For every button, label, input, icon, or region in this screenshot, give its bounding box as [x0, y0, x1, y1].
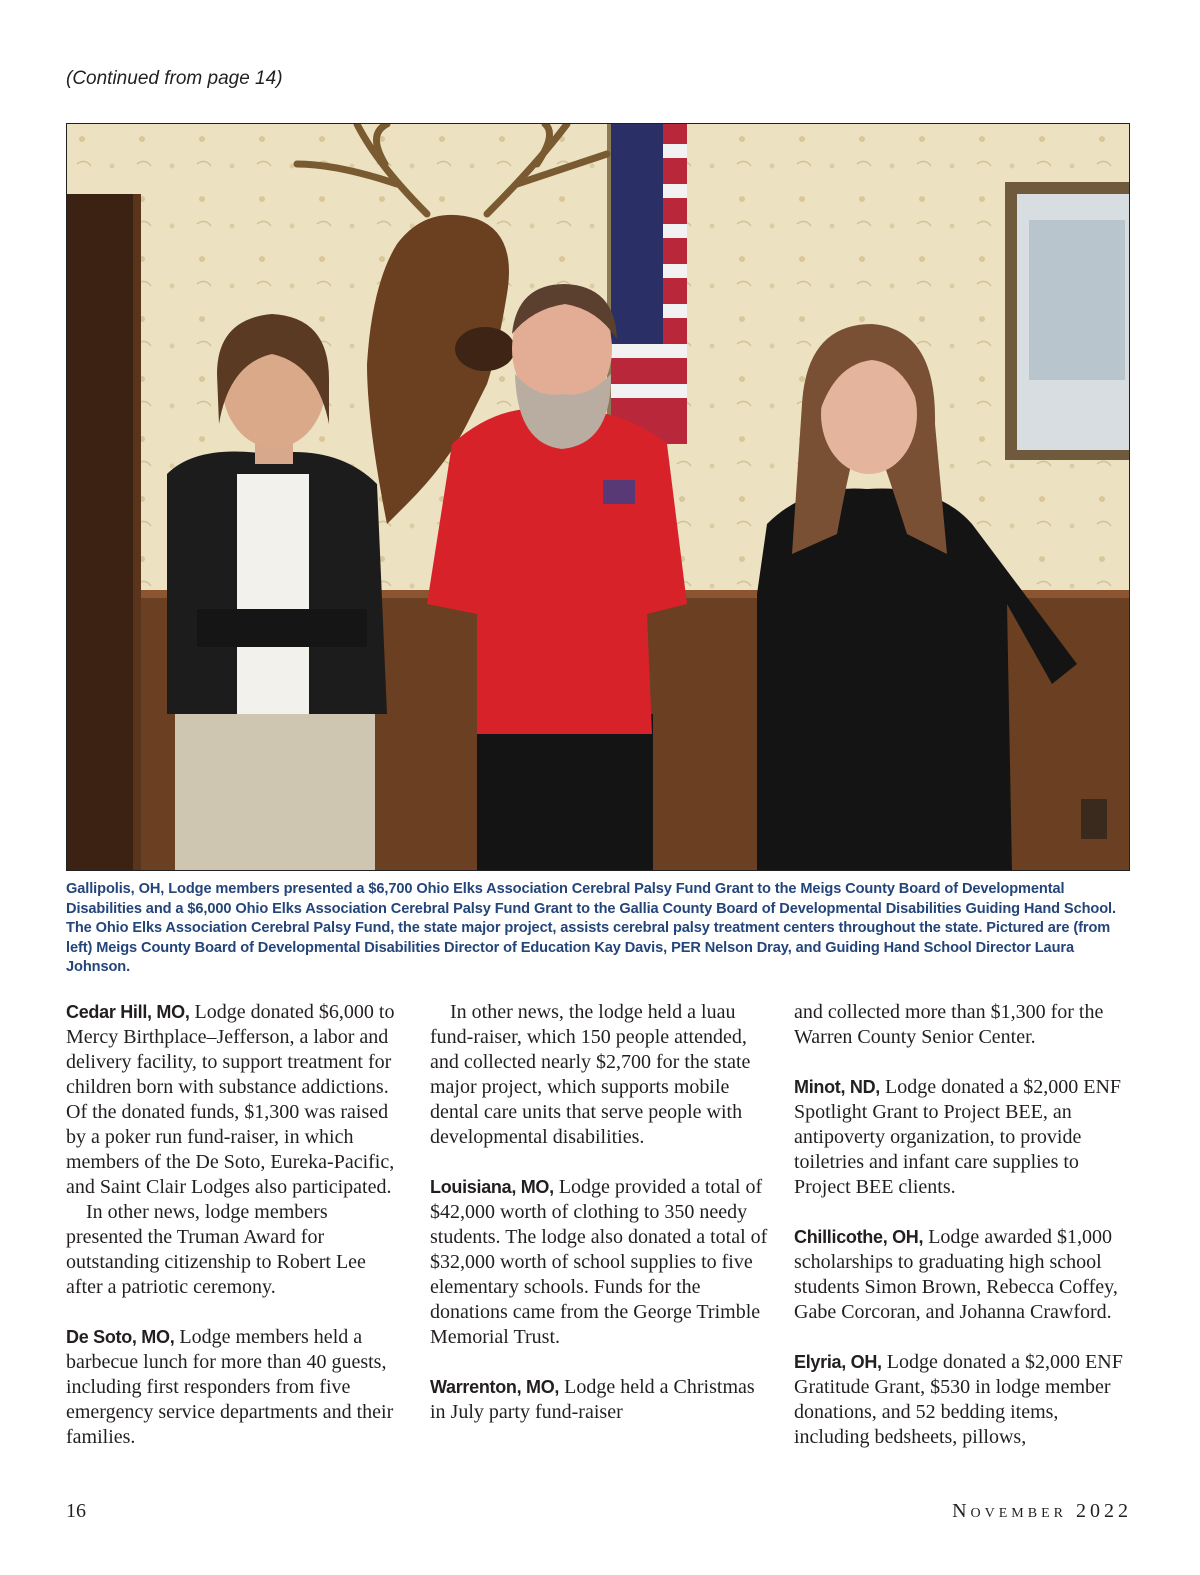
issue-date: November 2022 [952, 1500, 1132, 1522]
article-louisiana [430, 1175, 770, 1350]
text-de-soto-2: In other news, the lodge held a luau fund-raiser, which 150 people attended, and collected nearly $2,700 for the state major project, which supports mobile dental care units that serve people with developmental disabilities. [430, 1001, 751, 1148]
article-column-2 [430, 1000, 770, 1425]
lead-elyria: Elyria, OH, [794, 1352, 882, 1372]
photo-caption [66, 880, 1130, 978]
lead-minot: Minot, ND, [794, 1077, 880, 1097]
text-cedar-hill-2: In other news, lodge members presented the Truman Award for outstanding citizenship to Robert Lee after a patriotic ceremony. [66, 1201, 366, 1298]
group-photo [66, 123, 1130, 871]
article-elyria [794, 1350, 1134, 1450]
article-column-3 [794, 1000, 1134, 1450]
article-minot [794, 1075, 1134, 1200]
caption-text: Lodge members presented a $6,700 Ohio Elks Association Cerebral Palsy Fund Grant to the Meigs County Board of Developmental Disabilities and a $6,000 Ohio Elks Association Cerebral Palsy Fund Grant to the Gallia County Board of Developmental Disabilities Guiding Hand School. The Ohio Elks Association Cerebral Palsy Fund, the state major project, assists cerebral palsy treatment centers throughout the state. Pictured are (from left) Meigs County Board of Developmental Disabilities Director of Education Kay Davis, PER Nelson Dray, and Guiding Hand School Director Laura Johnson. [66, 881, 1116, 975]
text-chillicothe-1: Lodge awarded $1,000 scholarships to graduating high school students Simon Brown, Rebecca Coffey, Gabe Corcoran, and Johanna Crawford. [794, 1226, 1118, 1323]
article-chillicothe [794, 1225, 1134, 1325]
text-louisiana-1: Lodge provided a total of $42,000 worth of clothing to 350 needy students. The lodge also donated a total of $32,000 worth of school supplies to five elementary schools. Funds for the donations came from the George Trimble Memorial Trust. [430, 1176, 768, 1348]
text-warrenton-cont: and collected more than $1,300 for the Warren County Senior Center. [794, 1001, 1104, 1048]
lead-de-soto: De Soto, MO, [66, 1327, 175, 1347]
text-minot-1: Lodge donated a $2,000 ENF Spotlight Grant to Project BEE, an antipoverty organization, to provide toiletries and infant care supplies to Project BEE clients. [794, 1076, 1122, 1198]
lead-chillicothe: Chillicothe, OH, [794, 1227, 924, 1247]
article-column-1 [66, 1000, 406, 1450]
lead-cedar-hill: Cedar Hill, MO, [66, 1002, 190, 1022]
continued-from-note: (Continued from page 14) [66, 68, 283, 89]
group-photo-icon [67, 124, 1130, 871]
article-de-soto [66, 1325, 406, 1450]
article-warrenton [430, 1375, 770, 1425]
article-cedar-hill [66, 1000, 406, 1200]
text-cedar-hill-1: Lodge donated $6,000 to Mercy Birthplace–Jefferson, a labor and delivery facility, to support treatment for children born with substance addictions. Of the donated funds, $1,300 was raised by a poker run fund-raiser, in which members of the De Soto, Eureka-Pacific, and Saint Clair Lodges also participated. [66, 1001, 395, 1198]
caption-lead: Gallipolis, OH, [66, 881, 165, 897]
lead-warrenton: Warrenton, MO, [430, 1377, 560, 1397]
text-elyria-1: Lodge donated a $2,000 ENF Gratitude Grant, $530 in lodge member donations, and 52 bedding items, including bedsheets, pillows, [794, 1351, 1123, 1448]
page-number: 16 [66, 1500, 86, 1522]
text-de-soto-1: Lodge members held a barbecue lunch for more than 40 guests, including first responders from five emergency service departments and their families. [66, 1326, 394, 1448]
text-warrenton-1: Lodge held a Christmas in July party fund-raiser [430, 1376, 755, 1423]
lead-louisiana: Louisiana, MO, [430, 1177, 554, 1197]
